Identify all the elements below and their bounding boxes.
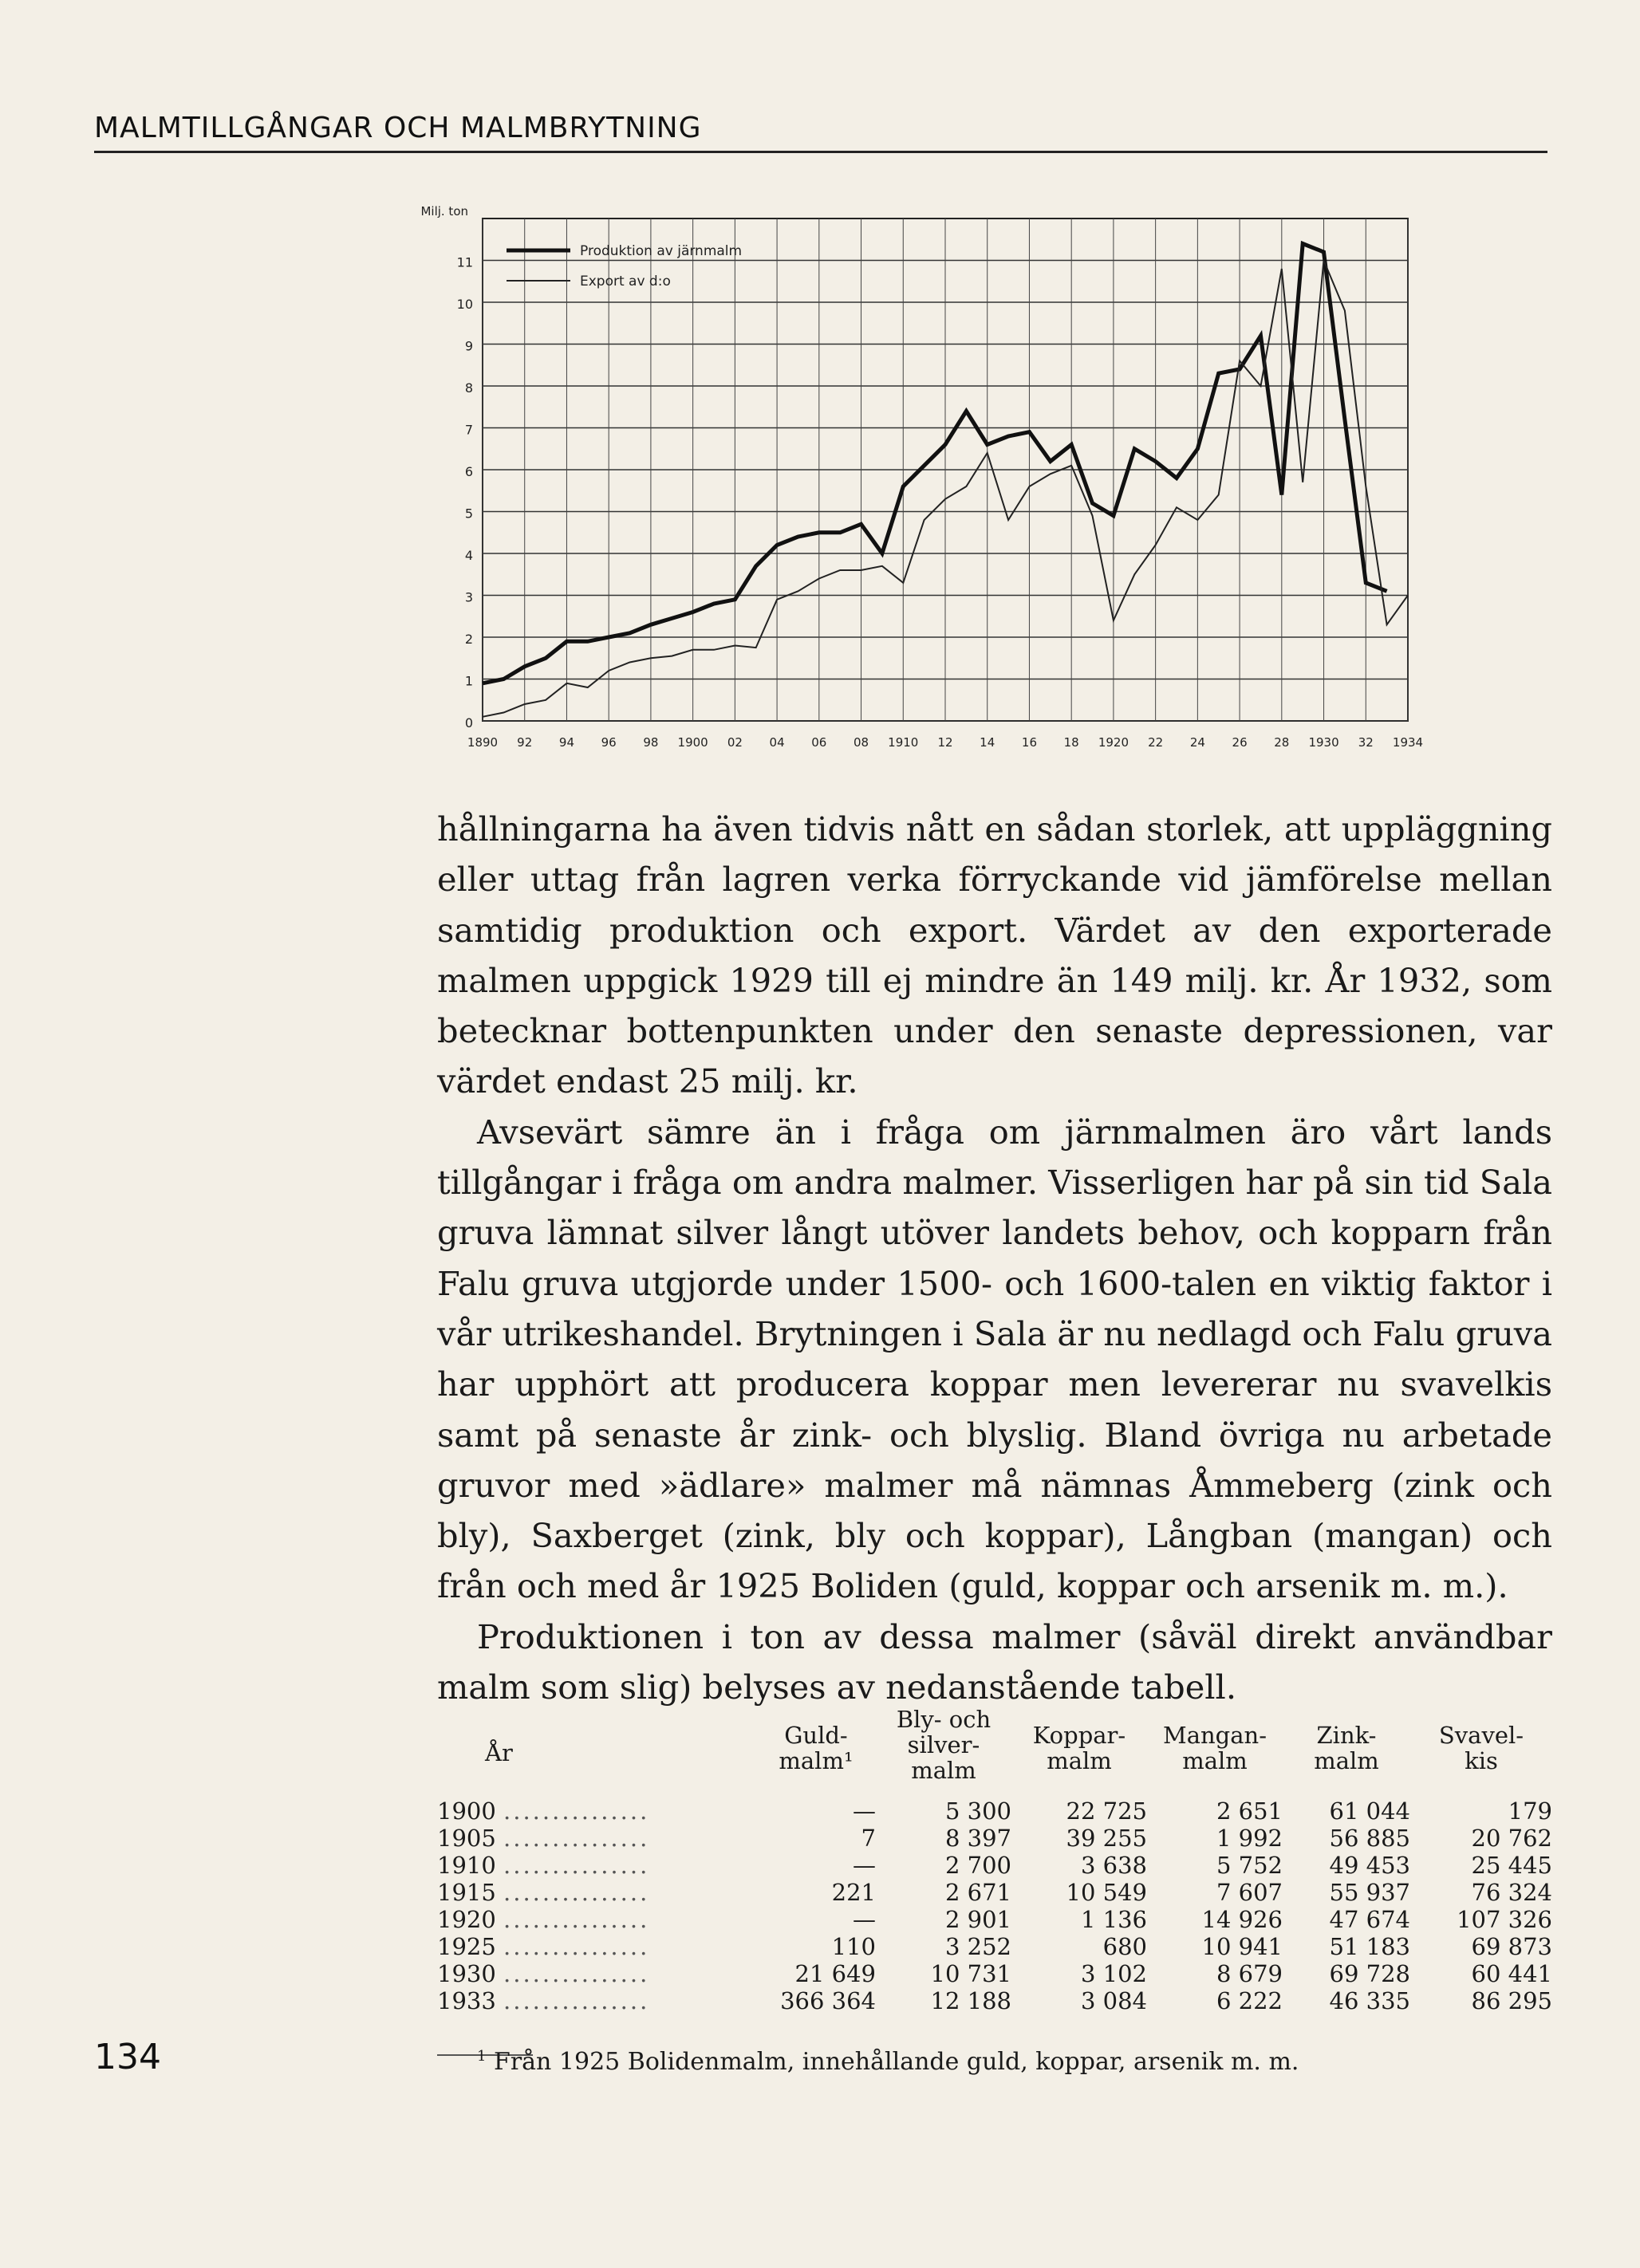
value-cell: 7 607 bbox=[1216, 1879, 1283, 1906]
table-row bbox=[437, 1906, 1552, 1933]
value-cell: 2 901 bbox=[944, 1906, 1011, 1933]
value-cell: 1 136 bbox=[1080, 1906, 1147, 1933]
value-cell: 110 bbox=[831, 1933, 876, 1960]
value-cell: 3 638 bbox=[1080, 1852, 1147, 1879]
y-tick-label: 7 bbox=[464, 422, 473, 438]
x-tick-label: 1934 bbox=[1392, 735, 1424, 750]
chart-svg bbox=[420, 199, 1432, 758]
value-cell: 8 679 bbox=[1216, 1960, 1283, 1987]
legend-label: Export av d:o bbox=[580, 274, 671, 289]
y-tick-label: 4 bbox=[464, 548, 473, 563]
x-tick-label: 96 bbox=[601, 735, 617, 750]
value-cell: — bbox=[853, 1906, 876, 1933]
year-cell: 1920 ............... bbox=[437, 1906, 650, 1933]
year-cell: 1933 ............... bbox=[437, 1987, 650, 2014]
x-tick-label: 98 bbox=[643, 735, 659, 750]
y-tick-label: 6 bbox=[464, 464, 473, 479]
value-cell: 86 295 bbox=[1471, 1987, 1552, 2014]
x-tick-label: 02 bbox=[727, 735, 743, 750]
y-tick-label: 11 bbox=[456, 254, 473, 270]
y-tick-label: 8 bbox=[464, 380, 473, 396]
value-cell: 2 651 bbox=[1216, 1797, 1283, 1825]
value-cell: 46 335 bbox=[1329, 1987, 1410, 2014]
x-tick-label: 18 bbox=[1063, 735, 1079, 750]
x-tick-label: 24 bbox=[1189, 735, 1205, 750]
x-tick-label: 16 bbox=[1021, 735, 1038, 750]
page-number: 134 bbox=[94, 2037, 161, 2077]
value-cell: 7 bbox=[861, 1825, 876, 1852]
value-cell: 69 873 bbox=[1471, 1933, 1552, 1960]
series-line-production bbox=[483, 244, 1387, 683]
table-row bbox=[437, 1825, 1552, 1852]
x-tick-label: 1910 bbox=[888, 735, 919, 750]
value-cell: — bbox=[853, 1852, 876, 1879]
value-cell: 47 674 bbox=[1329, 1906, 1410, 1933]
footnote-mark: 1 bbox=[477, 2048, 487, 2065]
x-tick-label: 04 bbox=[769, 735, 785, 750]
table-row bbox=[437, 1852, 1552, 1879]
column-header-manganese: Mangan- malm bbox=[1163, 1722, 1267, 1774]
value-cell: 221 bbox=[831, 1879, 876, 1906]
x-tick-label: 94 bbox=[558, 735, 575, 750]
value-cell: 21 649 bbox=[794, 1960, 876, 1987]
y-tick-label: 1 bbox=[464, 673, 473, 689]
footnote bbox=[477, 2048, 1299, 2076]
y-axis-label: Milj. ton bbox=[420, 204, 468, 219]
x-tick-label: 1920 bbox=[1098, 735, 1129, 750]
x-tick-label: 12 bbox=[937, 735, 953, 750]
column-header-lead-silver: Bly- och silver- malm bbox=[896, 1706, 991, 1784]
running-header-title: MALMTILLGÅNGAR OCH MALMBRYTNING bbox=[94, 112, 702, 144]
value-cell: 20 762 bbox=[1471, 1825, 1552, 1852]
y-tick-label: 10 bbox=[456, 297, 473, 312]
y-tick-label: 5 bbox=[464, 506, 473, 522]
paragraph-1: hållningarna ha även tidvis nått en sådan storlek, att uppläggning eller uttag från lagren verka förryckande vid jämförelse mellan samtidig produktion och export. Värdet av den exporterade malmen uppgick 1929 till ej mindre än 149 milj. kr. År 1932, som betecknar bottenpunkten under den senaste depressionen, var värdet endast 25 milj. kr. bbox=[437, 809, 1552, 1101]
table-row bbox=[437, 1879, 1552, 1906]
value-cell: 6 222 bbox=[1216, 1987, 1283, 2014]
x-tick-label: 92 bbox=[517, 735, 533, 750]
x-tick-label: 1930 bbox=[1308, 735, 1339, 750]
y-tick-label: 0 bbox=[464, 715, 473, 730]
legend-label: Produktion av järnmalm bbox=[580, 243, 743, 259]
x-tick-label: 1890 bbox=[467, 735, 499, 750]
x-tick-label: 1900 bbox=[677, 735, 708, 750]
x-tick-label: 06 bbox=[811, 735, 827, 750]
year-cell: 1925 ............... bbox=[437, 1933, 650, 1960]
value-cell: 1 992 bbox=[1216, 1825, 1283, 1852]
value-cell: 10 941 bbox=[1201, 1933, 1283, 1960]
table-row bbox=[437, 1960, 1552, 1987]
column-header-pyrite: Svavel- kis bbox=[1438, 1722, 1524, 1774]
x-tick-label: 14 bbox=[980, 735, 995, 750]
value-cell: 3 084 bbox=[1080, 1987, 1147, 2014]
paragraph-2: Avsevärt sämre än i fråga om järnmalmen äro vårt lands tillgångar i fråga om andra malmer. Visserligen har på sin tid Sala gruva lämnat silver långt utöver landets behov, och kopparn från Falu gruva utgjorde under 1500- och 1600-talen en viktig faktor i vår utrikeshandel. Brytningen i Sala är nu nedlagd och Falu gruva har upphört att producera koppar men levererar nu svavelkis samt på senaste år zink- och blyslig. Bland övriga nu arbetade gruvor med »ädlare» malmer må nämnas Åmmeberg (zink och bly), Saxberget (zink, bly och koppar), Långban (mangan) och från och med år 1925 Boliden (guld, koppar och arsenik m. m.). bbox=[437, 1112, 1552, 1606]
iron-ore-chart bbox=[420, 199, 1432, 761]
value-cell: 61 044 bbox=[1329, 1797, 1410, 1825]
value-cell: 2 671 bbox=[944, 1879, 1011, 1906]
value-cell: 55 937 bbox=[1329, 1879, 1410, 1906]
value-cell: 10 731 bbox=[930, 1960, 1011, 1987]
year-cell: 1905 ............... bbox=[437, 1825, 650, 1852]
value-cell: 2 700 bbox=[944, 1852, 1011, 1879]
table-row bbox=[437, 1987, 1552, 2014]
value-cell: 5 752 bbox=[1216, 1852, 1283, 1879]
value-cell: 12 188 bbox=[930, 1987, 1011, 2014]
y-tick-label: 3 bbox=[464, 589, 473, 605]
table-row bbox=[437, 1797, 1552, 1825]
value-cell: 5 300 bbox=[944, 1797, 1011, 1825]
column-header-zinc: Zink- malm bbox=[1314, 1722, 1379, 1774]
year-cell: 1900 ............... bbox=[437, 1797, 650, 1825]
ore-production-table bbox=[437, 1707, 1552, 2014]
value-cell: — bbox=[853, 1797, 876, 1825]
value-cell: 25 445 bbox=[1471, 1852, 1552, 1879]
x-tick-label: 08 bbox=[853, 735, 869, 750]
body-text bbox=[437, 804, 1552, 1712]
column-header-copper: Koppar- malm bbox=[1032, 1722, 1126, 1774]
column-header-year: År bbox=[485, 1739, 513, 1766]
column-header-gold: Guld- malm¹ bbox=[779, 1722, 854, 1774]
table-body bbox=[437, 1797, 1552, 2014]
value-cell: 10 549 bbox=[1066, 1879, 1147, 1906]
value-cell: 60 441 bbox=[1471, 1960, 1552, 1987]
value-cell: 69 728 bbox=[1329, 1960, 1410, 1987]
x-tick-label: 26 bbox=[1232, 735, 1248, 750]
value-cell: 22 725 bbox=[1066, 1797, 1147, 1825]
paragraph-3: Produktionen i ton av dessa malmer (såväl direkt användbar malm som slig) belyses av nedanstående tabell. bbox=[437, 1616, 1552, 1707]
value-cell: 179 bbox=[1508, 1797, 1552, 1825]
y-tick-label: 9 bbox=[464, 338, 473, 354]
year-cell: 1930 ............... bbox=[437, 1960, 650, 1987]
x-tick-label: 28 bbox=[1274, 735, 1290, 750]
x-tick-label: 22 bbox=[1148, 735, 1164, 750]
value-cell: 51 183 bbox=[1329, 1933, 1410, 1960]
running-header bbox=[94, 112, 1547, 153]
value-cell: 3 252 bbox=[944, 1933, 1011, 1960]
value-cell: 107 326 bbox=[1457, 1906, 1552, 1933]
value-cell: 14 926 bbox=[1201, 1906, 1283, 1933]
value-cell: 76 324 bbox=[1471, 1879, 1552, 1906]
x-tick-label: 32 bbox=[1358, 735, 1374, 750]
value-cell: 3 102 bbox=[1080, 1960, 1147, 1987]
y-tick-label: 2 bbox=[464, 632, 473, 647]
year-cell: 1910 ............... bbox=[437, 1852, 650, 1879]
value-cell: 49 453 bbox=[1329, 1852, 1410, 1879]
year-cell: 1915 ............... bbox=[437, 1879, 650, 1906]
table-header-row bbox=[437, 1707, 1552, 1797]
value-cell: 39 255 bbox=[1066, 1825, 1147, 1852]
table-row bbox=[437, 1933, 1552, 1960]
value-cell: 8 397 bbox=[944, 1825, 1011, 1852]
value-cell: 366 364 bbox=[780, 1987, 876, 2014]
value-cell: 56 885 bbox=[1329, 1825, 1410, 1852]
value-cell: 680 bbox=[1102, 1933, 1147, 1960]
footnote-text: Från 1925 Bolidenmalm, innehållande guld, koppar, arsenik m. m. bbox=[494, 2048, 1299, 2076]
